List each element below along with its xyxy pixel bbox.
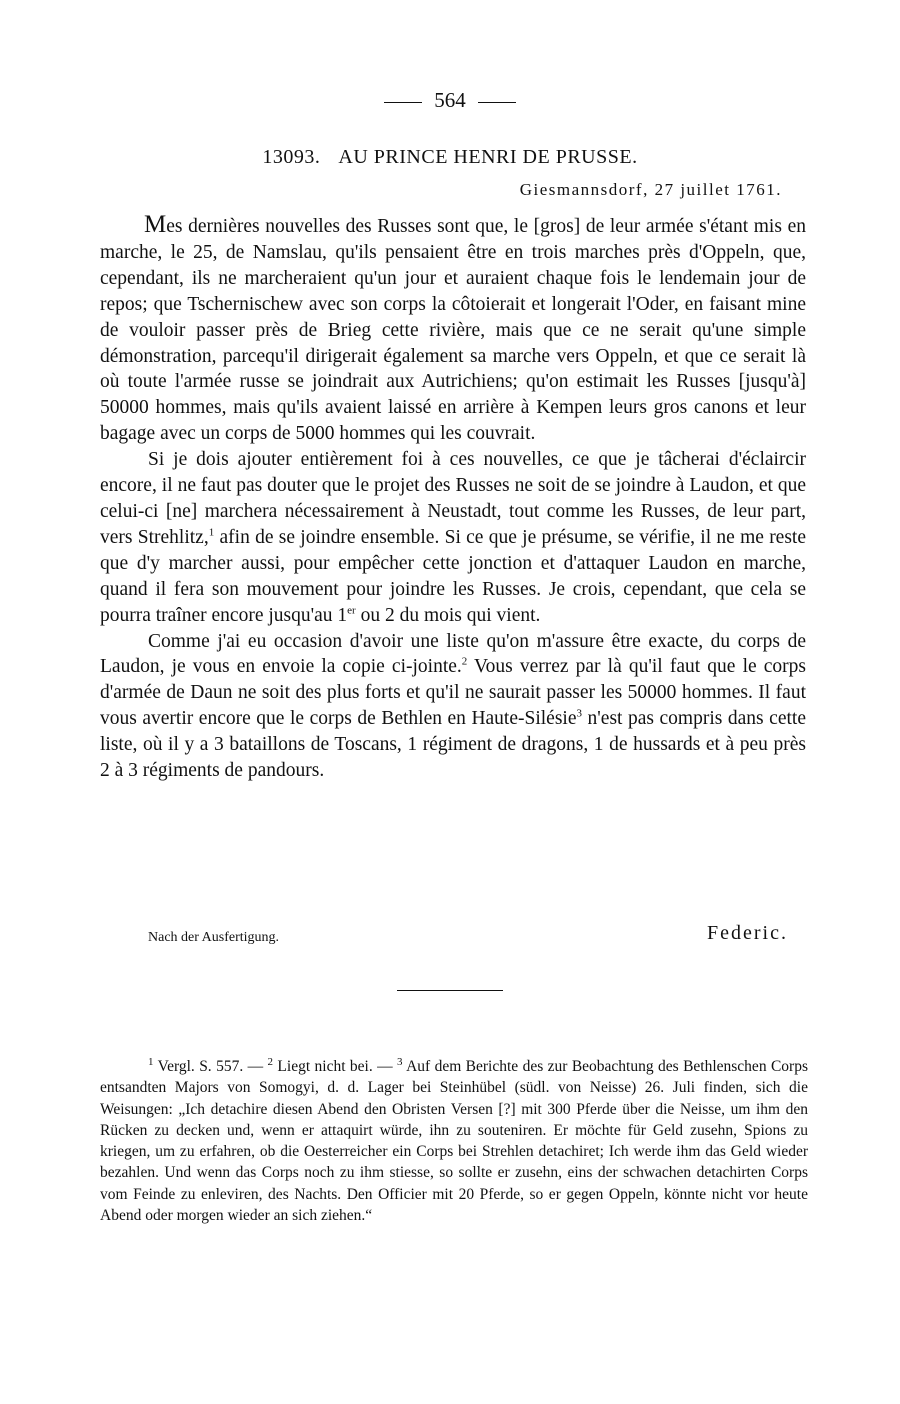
footnote-1-text: Vergl. S. 557. — xyxy=(153,1058,268,1075)
footnote-separator xyxy=(397,990,503,991)
page-number: 564 xyxy=(434,88,466,112)
footnote-ref-1: 1 xyxy=(208,526,215,539)
source-note: Nach der Ausfertigung. xyxy=(148,930,280,945)
footnote-paragraph xyxy=(100,1056,808,1226)
paragraph-1-initial: M xyxy=(144,211,167,238)
footnote-2-mark: 2 xyxy=(267,1055,274,1068)
signature: Federic. xyxy=(707,922,788,944)
page-number-dash-right xyxy=(478,102,516,103)
ordinal-superscript: er xyxy=(347,604,356,617)
footnote-ref-2: 2 xyxy=(461,655,468,668)
letter-date: 27 juillet 1761. xyxy=(654,180,782,199)
paragraph-3-text-c: n'est pas compris dans cette liste, où il y a 3 bataillons de Toscans, 1 régiment de dragons, 1 de hussards et à peu près 2 à 3 régiments de pandours. xyxy=(100,708,806,782)
paragraph-3 xyxy=(100,629,806,784)
closing-row xyxy=(148,922,788,952)
footnote-1-mark: 1 xyxy=(148,1055,154,1068)
paragraph-2-text-a: Si je dois ajouter entièrement foi à ces nouvelles, ce que je tâcherai d'éclaircir encore, il ne faut pas douter que le projet des Russes ne soit de se joindre à Laudon, et que celui-ci [ne] marchera nécessairement à Neustadt, tout comme les Russes, de leur part, vers Strehlitz, xyxy=(100,449,806,548)
footnote-3-mark: 3 xyxy=(397,1055,403,1068)
letter-recipient: AU PRINCE HENRI DE PRUSSE. xyxy=(338,146,638,168)
footnote-3-text: Auf dem Berichte des zur Beobachtung des Bethlenschen Corps entsandten Majors von Somogyi, d. d. Lager bei Steinhübel (südl. von Neisse) 26. Juli finden, sich die Weisungen: „Ich detachire diesen Abend den Obristen Versen [?] mit 300 Pferde über die Neisse, um ihm den Rücken zu decken und, wenn er attaquirt würde, ihn zu souteniren. Er möchte für Geld zusehn, Spions zu kriegen, um zu erfahren, ob die Oesterreicher ein Corps bei Strehlen detachiret; Ich werde ihm das Geld wieder bezahlen. Und wenn das Corps noch zu ihm stiesse, so sollte er zusehn, eins der schwachen detachirten Corps vom Feinde zu enleviren, des Nachts. Den Officier mit 20 Pferde, so er gegen Oppeln, könnte nicht vor heute Abend oder morgen wieder an sich ziehen.“ xyxy=(100,1058,808,1225)
letter-place: Giesmannsdorf, xyxy=(519,180,649,199)
paragraph-2 xyxy=(100,447,806,628)
footnote-ref-3: 3 xyxy=(576,707,582,720)
paragraph-1-text: es dernières nouvelles des Russes sont que, le [gros] de leur armée s'étant mis en marche, le 25, de Namslau, qu'ils pensaient être en trois marches près d'Oppeln, que, cependant, ils ne marcheraient qu'un jour et auraient chaque fois le lendemain jour de repos; que Tschernischew avec son corps la côtoierait et longerait l'Oder, en faisant mine de vouloir passer près de Brieg cette rivière, mais que ce ne serait qu'une simple démonstration, parcequ'il dirigerait également sa marche vers Oppeln, et que ce serait là où toute l'armée russe se joindrait aux Autrichiens; qu'on estimait les Russes [jusqu'à] 50000 hommes, mais qu'ils avaient laissé en arrière à Kempen leurs gros canons et leur bagage avec un corps de 5000 hommes qui les couvrait. xyxy=(100,216,806,445)
paragraph-3-text-a: Comme j'ai eu occasion d'avoir une liste qu'on m'assure être exacte, du corps de Laudon, je vous en envoie la copie ci-jointe. xyxy=(100,630,806,678)
paragraph-1 xyxy=(100,212,806,447)
page-number-dash-left xyxy=(384,102,422,103)
letter-heading xyxy=(0,146,900,169)
paragraph-2-text-c: ou 2 du mois qui vient. xyxy=(355,604,541,626)
letter-dateline xyxy=(520,180,782,200)
letter-number: 13093. xyxy=(262,146,321,168)
page-number-header xyxy=(0,88,900,113)
footnotes xyxy=(100,1056,808,1226)
paragraph-2-text-b: afin de se joindre ensemble. Si ce que je présume, se vérifie, il ne me reste que d'y marcher aussi, pour empêcher cette jonction et d'attaquer Laudon en marche, quand il fera son mouvement pour joindre les Russes. Je crois, cependant, que cela se pourra traîner encore jusqu'au 1 xyxy=(100,526,806,626)
letter-body xyxy=(100,212,806,784)
paragraph-3-text-b: Vous verrez par là qu'il faut que le corps d'armée de Daun ne soit des plus forts et qu'il ne saurait passer les 50000 hommes. Il faut vous avertir encore que le corps de Bethlen en Haute-Silésie xyxy=(100,656,806,730)
footnote-2-text: Liegt nicht bei. — xyxy=(273,1058,398,1075)
